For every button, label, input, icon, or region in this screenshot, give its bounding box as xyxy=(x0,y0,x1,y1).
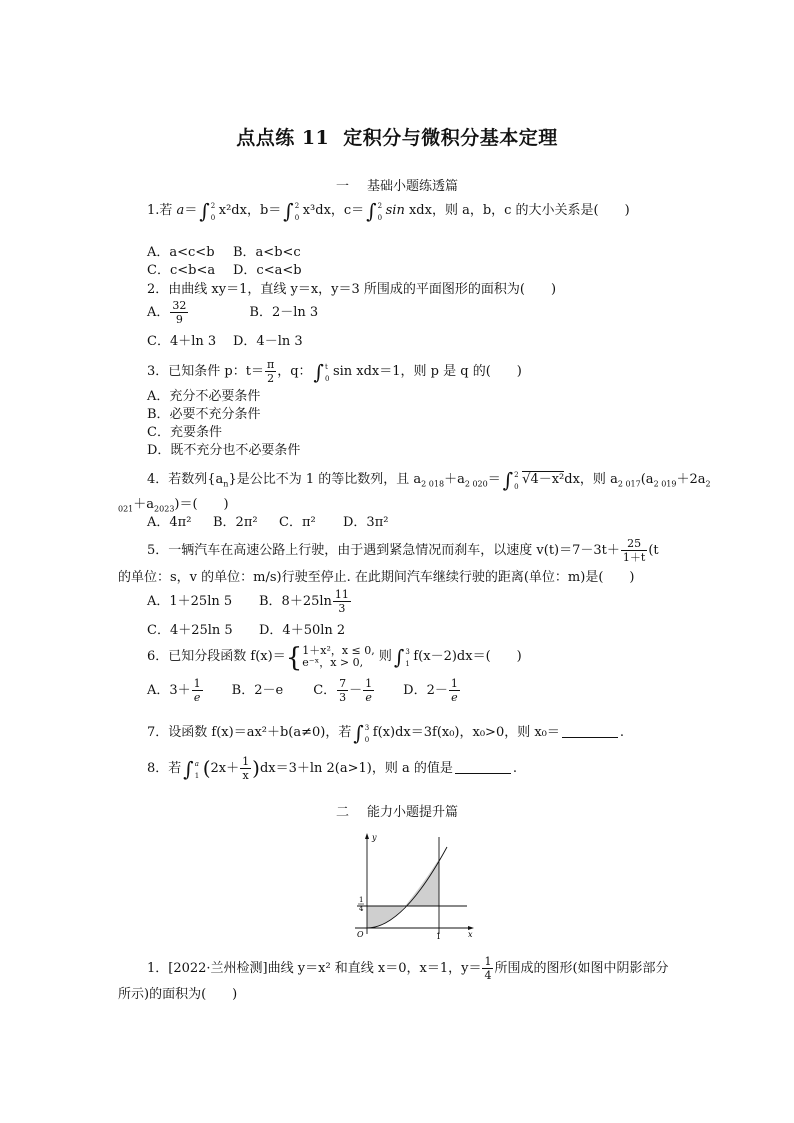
question-3-stem: 3．已知条件 p：t＝ $\frac{\pi}{2}$ ，q： ∫ t 0 sin xdx＝1，则 p 是 q 的( ) xyxy=(147,358,522,385)
origin-label: O xyxy=(357,930,364,939)
question-4-options: A．4π² B．2π² C．π² D．3π² xyxy=(147,515,389,530)
question-8-stem: 8．若 ∫ a 1 (2x＋ $\frac{1}{x}$ )dx＝3＋ln 2(a>1)，则 a 的值是 . xyxy=(147,755,518,782)
question-7-stem: 7．设函数 f(x)＝ax²＋b(a≠0)，若 ∫ 3 0 f(x)dx＝3f(x₀)，x₀>0，则 x₀＝ . xyxy=(147,721,625,745)
area-figure xyxy=(337,829,477,944)
page-title: 点点练 11 定积分与微积分基本定理 xyxy=(236,127,558,149)
quarter-den: 4 xyxy=(359,905,364,913)
quarter-num: 1 xyxy=(359,896,364,904)
question-5-options-row2: C．4＋25ln 5 D．4＋50ln 2 xyxy=(147,623,346,638)
question-3-option-c: C．充要条件 xyxy=(147,425,222,440)
question-6-options: A．3＋ $\frac{1}{e}$ B．2－e C． $\frac{7}{3}$ － $\frac{1}{e}$ D．2－ $\frac{1}{e}$ xyxy=(147,677,458,704)
answer-blank-8[interactable] xyxy=(455,773,511,774)
question-5-stem-cont: 的单位：s，v 的单位：m/s)行驶至停止. 在此期间汽车继续行驶的距离(单位：m)是( ) xyxy=(118,570,635,585)
question-2-options-row2: C．4＋ln 3 D．4－ln 3 xyxy=(147,334,303,349)
question-4-stem: 4．若数列$\{a_n\}$是公比不为 1 的等比数列，且 $a_{2 018}+a_{2 020}=$ ∫ 2 0 √4－x²dx，则 $a_{2 017}(a_{2 019}+2a_2$ xyxy=(147,468,711,492)
question-1-options-row2: C．c<b<a D．c<a<b xyxy=(147,263,302,278)
advanced-question-1-stem: 1．[2022·兰州检测]曲线 y＝x² 和直线 x＝0，x＝1，y＝ $\frac{1}{4}$ 所围成的图形(如图中阴影部分 xyxy=(147,955,669,982)
shaded-region-left xyxy=(367,906,405,928)
shaded-region-right xyxy=(405,859,439,906)
question-5-stem: 5．一辆汽车在高速公路上行驶，由于遇到紧急情况而刹车，以速度 v(t)＝7－3t＋ $\frac{25}{1+t}$ (t xyxy=(147,537,659,564)
section-heading-basic: 一 基础小题练透篇 xyxy=(335,179,459,194)
question-5-options-row1: A．1＋25ln 5 B．8＋25ln $\frac{11}{3}$ xyxy=(147,588,349,615)
question-2-stem: 2．由曲线 xy＝1，直线 y＝x，y＝3 所围成的平面图形的面积为( ) xyxy=(147,282,557,297)
question-3-option-a: A．充分不必要条件 xyxy=(147,389,261,404)
question-3-option-d: D．既不充分也不必要条件 xyxy=(147,443,301,458)
answer-blank-7[interactable] xyxy=(562,737,618,738)
question-3-option-b: B．必要不充分条件 xyxy=(147,407,261,422)
y-label: y xyxy=(372,833,377,842)
x-one-label: 1 xyxy=(436,932,442,941)
advanced-question-1-stem-cont: 所示)的面积为( ) xyxy=(118,987,238,1002)
question-2-options-row1: A． $\frac{32}{9}$ B．2－ln 3 xyxy=(147,299,319,326)
question-1-stem: 1.若 a＝ ∫ 2 0 x²dx，b＝ ∫ 2 0 x³dx，c＝ ∫ 2 0 sin xdx，则 a，b，c 的大小关系是( ) xyxy=(147,199,630,223)
x-label: x xyxy=(468,930,473,939)
question-4-stem-cont: $_{021}+a_{2023})=$( ) xyxy=(118,497,229,514)
question-1-options-row1: A．a<c<b B．a<b<c xyxy=(147,245,301,260)
section-heading-advanced: 二 能力小题提升篇 xyxy=(335,805,459,820)
question-6-stem: 6．已知分段函数 f(x)＝{ 1＋x²，x ≤ 0, e⁻ˣ，x > 0, 则 ∫ 3 1 f(x－2)dx＝( ) xyxy=(147,643,522,673)
